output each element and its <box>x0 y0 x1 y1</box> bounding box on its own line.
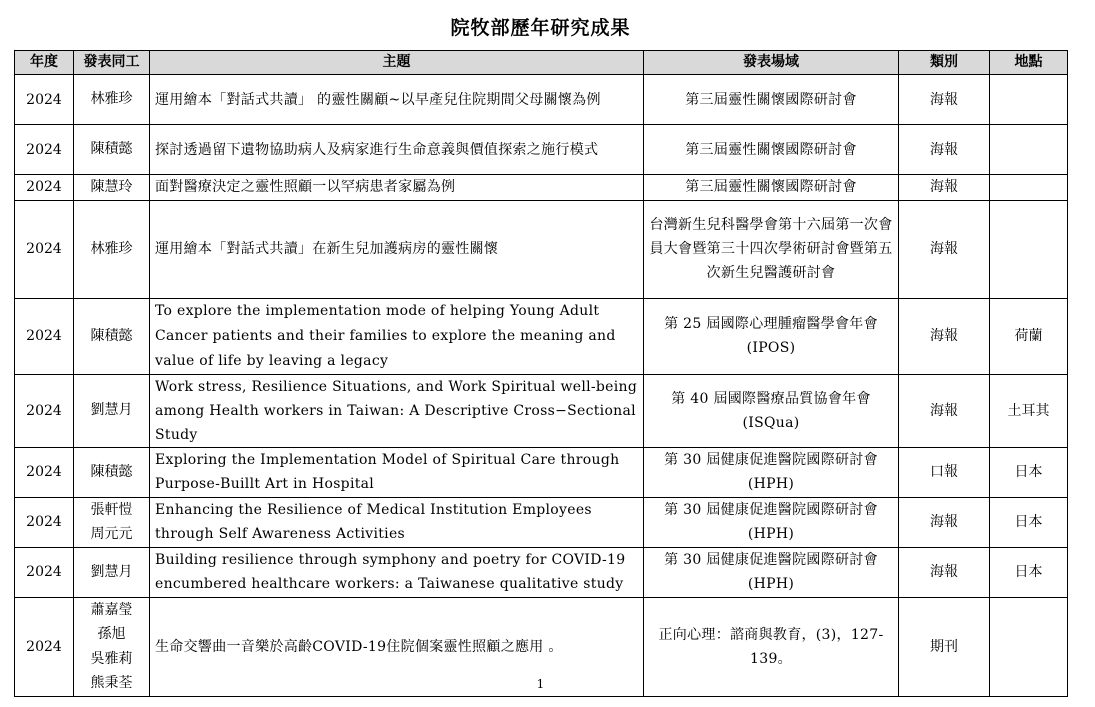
header-year: 年度 <box>15 51 74 75</box>
cell-type: 海報 <box>899 374 990 447</box>
cell-year: 2024 <box>15 125 74 175</box>
author-name: 熊秉荃 <box>90 675 133 691</box>
cell-type: 期刊 <box>899 597 990 696</box>
cell-authors <box>74 175 150 201</box>
table-row <box>15 447 1068 497</box>
author-name: 蕭嘉瑩 <box>90 601 133 618</box>
cell-location: 荷蘭 <box>990 298 1068 374</box>
cell-year: 2024 <box>15 547 74 597</box>
cell-location <box>990 200 1068 298</box>
cell-type: 海報 <box>899 200 990 298</box>
cell-location <box>990 175 1068 201</box>
cell-authors <box>74 374 150 447</box>
research-table <box>14 50 1068 697</box>
table-row <box>15 200 1068 298</box>
cell-year: 2024 <box>15 298 74 374</box>
cell-type: 口報 <box>899 447 990 497</box>
author-name: 林雅珍 <box>90 240 133 257</box>
cell-venue: 第 25 屆國際心理腫瘤醫學會年會 (IPOS) <box>644 298 899 374</box>
table-row <box>15 547 1068 597</box>
cell-topic: 面對醫療決定之靈性照顧一以罕病患者家屬為例 <box>150 175 644 201</box>
cell-venue: 台灣新生兒科醫學會第十六屆第一次會員大會暨第三十四次學術研討會暨第五次新生兒醫護研討會 <box>644 200 899 298</box>
cell-authors <box>74 547 150 597</box>
cell-topic: 生命交響曲一音樂於高齡COVID-19住院個案靈性照顧之應用 。 <box>150 597 644 696</box>
cell-location: 日本 <box>990 497 1068 547</box>
table-header-row <box>15 51 1068 75</box>
cell-location: 日本 <box>990 447 1068 497</box>
cell-year: 2024 <box>15 597 74 696</box>
cell-authors <box>74 298 150 374</box>
cell-topic: Building resilience through symphony and poetry for COVID-19 encumbered healthcare workers: a Taiwanese qualitative study <box>150 547 644 597</box>
cell-year: 2024 <box>15 497 74 547</box>
cell-type: 海報 <box>899 547 990 597</box>
cell-venue: 第三屆靈性關懷國際研討會 <box>644 125 899 175</box>
cell-authors <box>74 497 150 547</box>
cell-type: 海報 <box>899 75 990 125</box>
cell-authors <box>74 125 150 175</box>
cell-authors <box>74 200 150 298</box>
cell-authors <box>74 447 150 497</box>
cell-type: 海報 <box>899 298 990 374</box>
author-name: 陳積懿 <box>90 141 133 158</box>
cell-year: 2024 <box>15 200 74 298</box>
cell-type: 海報 <box>899 497 990 547</box>
author-name: 張軒愷 <box>90 501 133 518</box>
author-name: 吳雅莉 <box>90 650 133 667</box>
cell-topic: Work stress, Resilience Situations, and Work Spiritual well-being among Health workers in Taiwan: A Descriptive Cross−Sectional Study <box>150 374 644 447</box>
author-name: 劉慧月 <box>90 563 133 580</box>
table-row <box>15 374 1068 447</box>
cell-venue: 正向心理：諮商與教育，(3)，127-139。 <box>644 597 899 696</box>
author-name: 陳積懿 <box>90 463 133 480</box>
cell-topic: To explore the implementation mode of helping Young Adult Cancer patients and their families to explore the meaning and value of life by leaving a legacy <box>150 298 644 374</box>
cell-venue: 第三屆靈性關懷國際研討會 <box>644 75 899 125</box>
author-name: 陳慧玲 <box>90 179 133 195</box>
header-topic: 主題 <box>150 51 644 75</box>
header-location: 地點 <box>990 51 1068 75</box>
author-name: 陳積懿 <box>90 327 133 344</box>
cell-location: 日本 <box>990 547 1068 597</box>
document-title: 院牧部歷年研究成果 <box>450 17 631 39</box>
table-row <box>15 497 1068 547</box>
cell-location: 土耳其 <box>990 374 1068 447</box>
cell-year: 2024 <box>15 447 74 497</box>
cell-year: 2024 <box>15 75 74 125</box>
cell-year: 2024 <box>15 175 74 201</box>
author-name: 孫旭 <box>97 626 126 642</box>
table-row <box>15 75 1068 125</box>
cell-year: 2024 <box>15 374 74 447</box>
cell-authors <box>74 75 150 125</box>
page-number: 1 <box>536 677 545 691</box>
header-venue: 發表場域 <box>644 51 899 75</box>
cell-venue: 第 30 屆健康促進醫院國際研討會 (HPH) <box>644 547 899 597</box>
cell-venue: 第 30 屆健康促進醫院國際研討會 (HPH) <box>644 497 899 547</box>
cell-topic: 運用繪本「對話式共讀」 的靈性關顧~以早產兒住院期間父母關懷為例 <box>150 75 644 125</box>
cell-venue: 第 30 屆健康促進醫院國際研討會 (HPH) <box>644 447 899 497</box>
cell-type: 海報 <box>899 175 990 201</box>
cell-location <box>990 75 1068 125</box>
cell-venue: 第 40 屆國際醫療品質協會年會 (ISQua) <box>644 374 899 447</box>
table-row <box>15 298 1068 374</box>
table-row <box>15 125 1068 175</box>
cell-topic: 運用繪本「對話式共讀」在新生兒加護病房的靈性關懷 <box>150 200 644 298</box>
author-name: 周元元 <box>90 526 133 542</box>
cell-type: 海報 <box>899 125 990 175</box>
author-name: 劉慧月 <box>90 402 133 419</box>
header-authors: 發表同工 <box>74 51 150 75</box>
author-name: 林雅珍 <box>90 91 133 108</box>
cell-venue: 第三屆靈性關懷國際研討會 <box>644 175 899 201</box>
cell-topic: Enhancing the Resilience of Medical Institution Employees through Self Awareness Activities <box>150 497 644 547</box>
cell-topic: 探討透過留下遺物協助病人及病家進行生命意義與價值探索之施行模式 <box>150 125 644 175</box>
cell-location <box>990 125 1068 175</box>
table-row <box>15 175 1068 201</box>
header-type: 類別 <box>899 51 990 75</box>
cell-topic: Exploring the Implementation Model of Spiritual Care through Purpose-Buillt Art in Hospital <box>150 447 644 497</box>
